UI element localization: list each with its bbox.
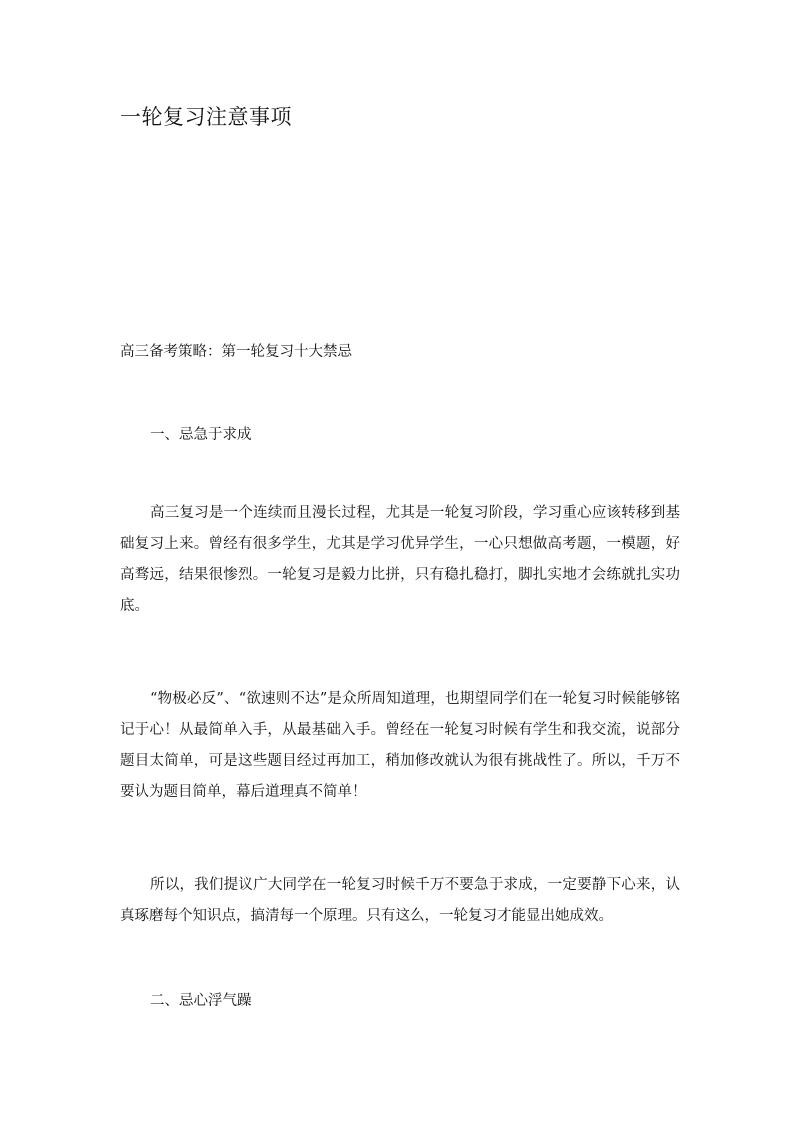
paragraph-3: 所以，我们提议广大同学在一轮复习时候千万不要急于求成，一定要静下心来，认真琢磨每个知识点，搞清每一个原理。只有这么，一轮复习才能显出她成效。 [120, 877, 680, 924]
section-heading-1: 一、忌急于求成 [150, 427, 252, 443]
paragraph-1: 高三复习是一个连续而且漫长过程，尤其是一轮复习阶段，学习重心应该转移到基础复习上来。曾经有很多学生，尤其是学习优异学生，一心只想做高考题，一模题，好高骛远，结果很惨烈。一轮复习是毅力比拼，只有稳扎稳打，脚扎实地才会练就扎实功底。 [120, 505, 680, 614]
paragraph-2: “物极必反”、“欲速则不达”是众所周知道理，也期望同学们在一轮复习时候能够铭记于心！从最简单入手，从最基础入手。曾经在一轮复习时候有学生和我交流，说部分题目太简单，可是这些题目经过再加工，稍加修改就认为很有挑战性了。所以，千万不要认为题目简单，幕后道理真不简单！ [120, 691, 680, 800]
document-title: 一轮复习注意事项 [120, 105, 292, 129]
section-heading-2: 二、忌心浮气躁 [150, 993, 252, 1009]
document-subtitle: 高三备考策略：第一轮复习十大禁忌 [120, 344, 352, 360]
